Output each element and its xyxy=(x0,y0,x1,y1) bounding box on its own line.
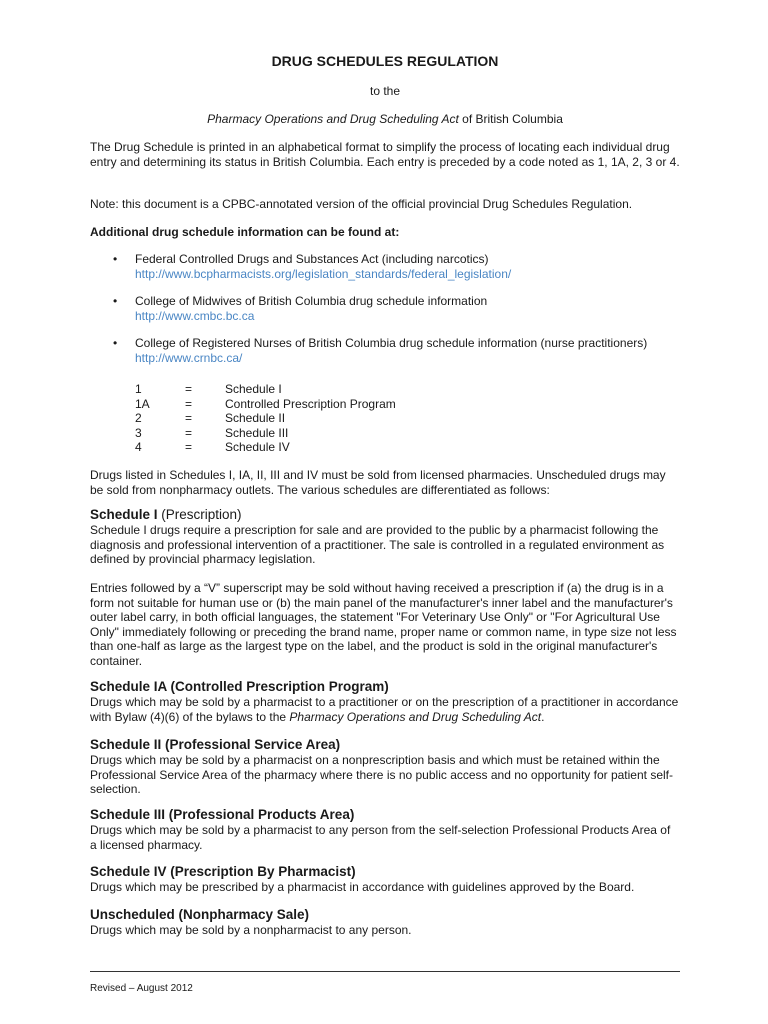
bullet-icon: • xyxy=(113,336,118,350)
drugs-listed-paragraph: Drugs listed in Schedules I, IA, II, III and IV must be sold from licensed pharmacies. Unscheduled drugs may be sold from nonpharmacy outlets. The various schedules are differentiated as follows: xyxy=(90,468,666,497)
act-subtitle xyxy=(90,112,680,127)
schedule-1a-heading: Schedule IA (Controlled Prescription Program) xyxy=(90,679,389,694)
resource-text: College of Registered Nurses of British Columbia drug schedule information (nurse practitioners) xyxy=(135,336,648,350)
label-cell: Schedule IV xyxy=(225,440,290,454)
code-cell: 1A xyxy=(135,396,150,411)
schedule-1-heading-bold: Schedule I xyxy=(90,507,158,522)
schedule-1a-description xyxy=(90,695,680,724)
label-cell: Schedule III xyxy=(225,425,289,440)
equals-cell: = xyxy=(185,411,193,425)
schedule-1a-act-italic: Pharmacy Operations and Drug Scheduling Act xyxy=(289,709,542,724)
unscheduled-description: Drugs which may be sold by a nonpharmacist to any person. xyxy=(90,923,412,937)
equals-cell: = xyxy=(185,382,193,396)
list-item xyxy=(90,294,680,323)
act-suffix: of British Columbia xyxy=(458,112,563,126)
resource-link[interactable]: http://www.cmbc.bc.ca xyxy=(135,308,255,323)
resource-link[interactable]: http://www.crnbc.ca/ xyxy=(135,350,243,365)
label-cell: Schedule I xyxy=(225,382,282,396)
resource-list xyxy=(90,252,680,378)
equals-cell: = xyxy=(185,440,193,454)
list-item xyxy=(90,252,680,281)
schedule-code-table xyxy=(135,382,396,455)
veterinary-exception-section xyxy=(90,581,680,668)
table-row xyxy=(135,382,396,397)
veterinary-exception-paragraph: Entries followed by a “V” superscript may be sold without having received a prescription if (a) the drug is in a form not suitable for human use or (b) the main panel of the manufacturer's inner label and the manufacturer's outer label carry, in both official languages, the statement "For Veterinary Use Only" or "For Agricultural Use Only" immediately following or preceding the brand name, proper name or common name, in type size not less than one-half as large as the largest type on the label, and the product is sold in the original manufacturer's container. xyxy=(90,581,677,668)
bullet-icon: • xyxy=(113,252,118,266)
table-row xyxy=(135,426,396,441)
label-cell: Schedule II xyxy=(225,411,286,425)
schedule-2-heading: Schedule II (Professional Service Area) xyxy=(90,737,341,752)
code-cell: 2 xyxy=(135,411,142,425)
list-item xyxy=(90,336,680,365)
schedule-3-section xyxy=(90,807,680,852)
label-cell: Controlled Prescription Program xyxy=(225,396,396,411)
equals-cell: = xyxy=(185,396,193,411)
unscheduled-section xyxy=(90,907,680,938)
schedule-3-heading: Schedule III (Professional Products Area) xyxy=(90,807,355,822)
schedule-2-section xyxy=(90,737,680,797)
resource-link[interactable]: http://www.bcpharmacists.org/legislation_standards/federal_legislation/ xyxy=(135,266,512,281)
note-paragraph: Note: this document is a CPBC-annotated version of the official provincial Drug Schedules Regulation. xyxy=(90,197,633,211)
schedule-2-description: Drugs which may be sold by a pharmacist on a nonprescription basis and which must be retained within the Professional Service Area of the pharmacy where there is no public access and no opportunity for patient self-selection. xyxy=(90,753,673,796)
footer-divider xyxy=(90,971,680,972)
unscheduled-heading: Unscheduled (Nonpharmacy Sale) xyxy=(90,907,310,922)
schedule-1-description: Schedule I drugs require a prescription for sale and are provided to the public by a pharmacist following the diagnosis and professional intervention of a practitioner. The sale is controlled in a regulated environment as defined by provincial pharmacy legislation. xyxy=(90,523,665,566)
schedule-1a-text: Drugs which may be sold by a pharmacist to a practitioner or on the prescription of a practitioner in accordance with Bylaw (4)(6) of the bylaws to the xyxy=(90,695,679,724)
code-cell: 4 xyxy=(135,440,142,454)
schedule-1-heading-normal: (Prescription) xyxy=(157,507,242,522)
to-line: to the xyxy=(369,84,401,98)
document-title: DRUG SCHEDULES REGULATION xyxy=(271,53,499,69)
additional-info-heading: Additional drug schedule information can be found at: xyxy=(90,225,400,239)
schedule-1-section xyxy=(90,507,680,567)
resource-text: College of Midwives of British Columbia drug schedule information xyxy=(135,294,488,308)
table-row xyxy=(135,411,396,426)
table-row xyxy=(135,440,396,455)
schedule-3-description: Drugs which may be sold by a pharmacist to any person from the self-selection Professional Products Area of a licensed pharmacy. xyxy=(90,823,671,852)
schedule-1a-text-end: . xyxy=(541,709,545,724)
bullet-icon: • xyxy=(113,294,118,308)
table-row xyxy=(135,397,396,412)
schedule-1-heading xyxy=(90,507,680,523)
code-cell: 3 xyxy=(135,425,142,440)
code-cell: 1 xyxy=(135,382,142,396)
schedule-4-description: Drugs which may be prescribed by a pharmacist in accordance with guidelines approved by the Board. xyxy=(90,880,635,894)
intro-paragraph: The Drug Schedule is printed in an alphabetical format to simplify the process of locating each individual drug entry and determining its status in British Columbia. Each entry is preceded by a code noted as 1, 1A, 2, 3 or 4. xyxy=(90,140,680,169)
schedule-4-section xyxy=(90,864,680,895)
act-name-italic: Pharmacy Operations and Drug Scheduling Act xyxy=(207,112,459,126)
revision-footer: Revised – August 2012 xyxy=(90,983,193,994)
equals-cell: = xyxy=(185,425,193,440)
schedule-4-heading: Schedule IV (Prescription By Pharmacist) xyxy=(90,864,356,879)
schedule-1a-section xyxy=(90,679,680,724)
resource-text: Federal Controlled Drugs and Substances Act (including narcotics) xyxy=(135,252,489,266)
